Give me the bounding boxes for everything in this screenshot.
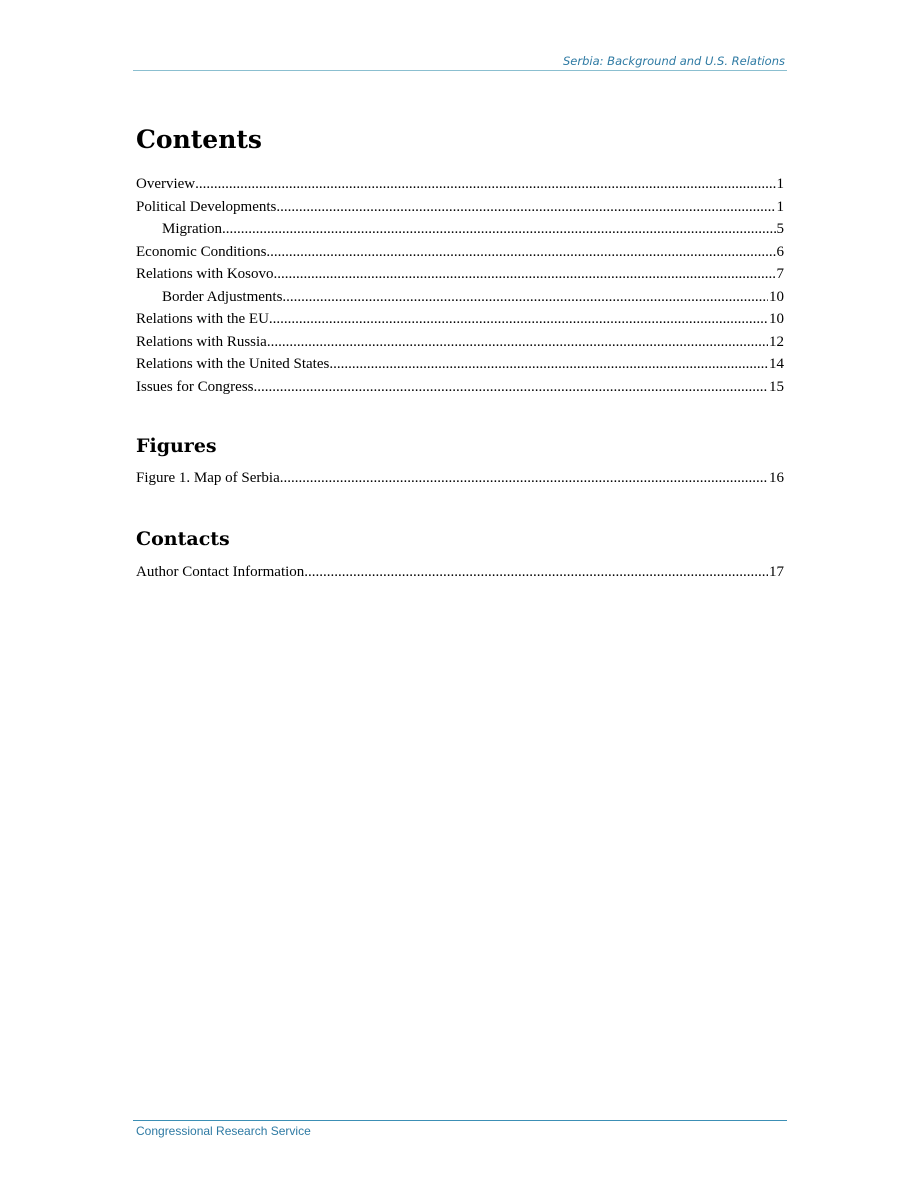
toc-entry-page: 17: [769, 564, 784, 580]
dot-leader: [195, 173, 775, 196]
toc-entry-page: 15: [769, 378, 784, 395]
toc-entry-page: 12: [769, 333, 784, 350]
toc-entry-migration[interactable]: [136, 218, 784, 241]
toc-entry-label: Economic Conditions: [136, 243, 267, 260]
toc-entry-figure-1[interactable]: [136, 467, 784, 490]
footer-organization: Congressional Research Service: [136, 1124, 311, 1138]
dot-leader: [269, 308, 768, 331]
toc-entry-label: Overview: [136, 176, 196, 192]
toc-entry-relations-kosovo[interactable]: [136, 263, 784, 286]
toc-entry-label: Migration: [162, 221, 222, 237]
toc-entry-label: Figure 1. Map of Serbia: [136, 470, 280, 486]
toc-entry-page: 10: [769, 288, 784, 305]
dot-leader: [254, 376, 769, 399]
running-header-title: Serbia: Background and U.S. Relations: [563, 54, 785, 68]
figures-heading: Figures: [136, 435, 217, 457]
contacts-heading: Contacts: [136, 528, 230, 550]
toc-entry-issues-congress[interactable]: [136, 376, 784, 399]
toc-entry-page: 7: [776, 266, 784, 282]
dot-leader: [304, 561, 768, 584]
contacts-list: [136, 561, 784, 584]
toc-entry-label: Author Contact Information: [136, 564, 305, 580]
dot-leader: [329, 353, 768, 376]
toc-entry-page: 16: [769, 470, 784, 486]
dot-leader: [267, 331, 768, 354]
toc-entry-label: Political Developments: [136, 198, 277, 215]
dot-leader: [266, 241, 775, 264]
page-header: [133, 54, 787, 71]
toc-entry-label: Relations with Russia: [136, 333, 267, 350]
toc-entry-relations-eu[interactable]: [136, 308, 784, 331]
toc-entry-page: 5: [776, 221, 784, 237]
figures-list: [136, 467, 784, 490]
dot-leader: [274, 263, 776, 286]
toc-entry-page: 1: [776, 198, 784, 215]
toc-entry-label: Relations with the EU: [136, 311, 269, 327]
toc-entry-border-adjustments[interactable]: [136, 286, 784, 309]
toc-entry-label: Relations with the United States: [136, 356, 330, 372]
toc-entry-page: 1: [776, 176, 784, 192]
toc-entry-label: Border Adjustments: [162, 288, 283, 305]
toc-entry-relations-united-states[interactable]: [136, 353, 784, 376]
toc-entry-economic-conditions[interactable]: [136, 241, 784, 264]
toc-entry-label: Issues for Congress: [136, 378, 254, 395]
dot-leader: [276, 196, 775, 219]
dot-leader: [282, 286, 768, 309]
toc-entry-overview[interactable]: [136, 173, 784, 196]
toc-entry-relations-russia[interactable]: [136, 331, 784, 354]
toc-entry-political-developments[interactable]: [136, 196, 784, 219]
toc-entry-page: 10: [769, 311, 784, 327]
contents-list: [136, 173, 784, 398]
toc-entry-label: Relations with Kosovo: [136, 266, 274, 282]
toc-entry-author-contact[interactable]: [136, 561, 784, 584]
toc-entry-page: 14: [769, 356, 784, 372]
dot-leader: [280, 467, 768, 490]
dot-leader: [222, 218, 776, 241]
toc-entry-page: 6: [776, 243, 784, 260]
page-footer: [133, 1120, 787, 1138]
contents-heading: Contents: [136, 125, 263, 154]
